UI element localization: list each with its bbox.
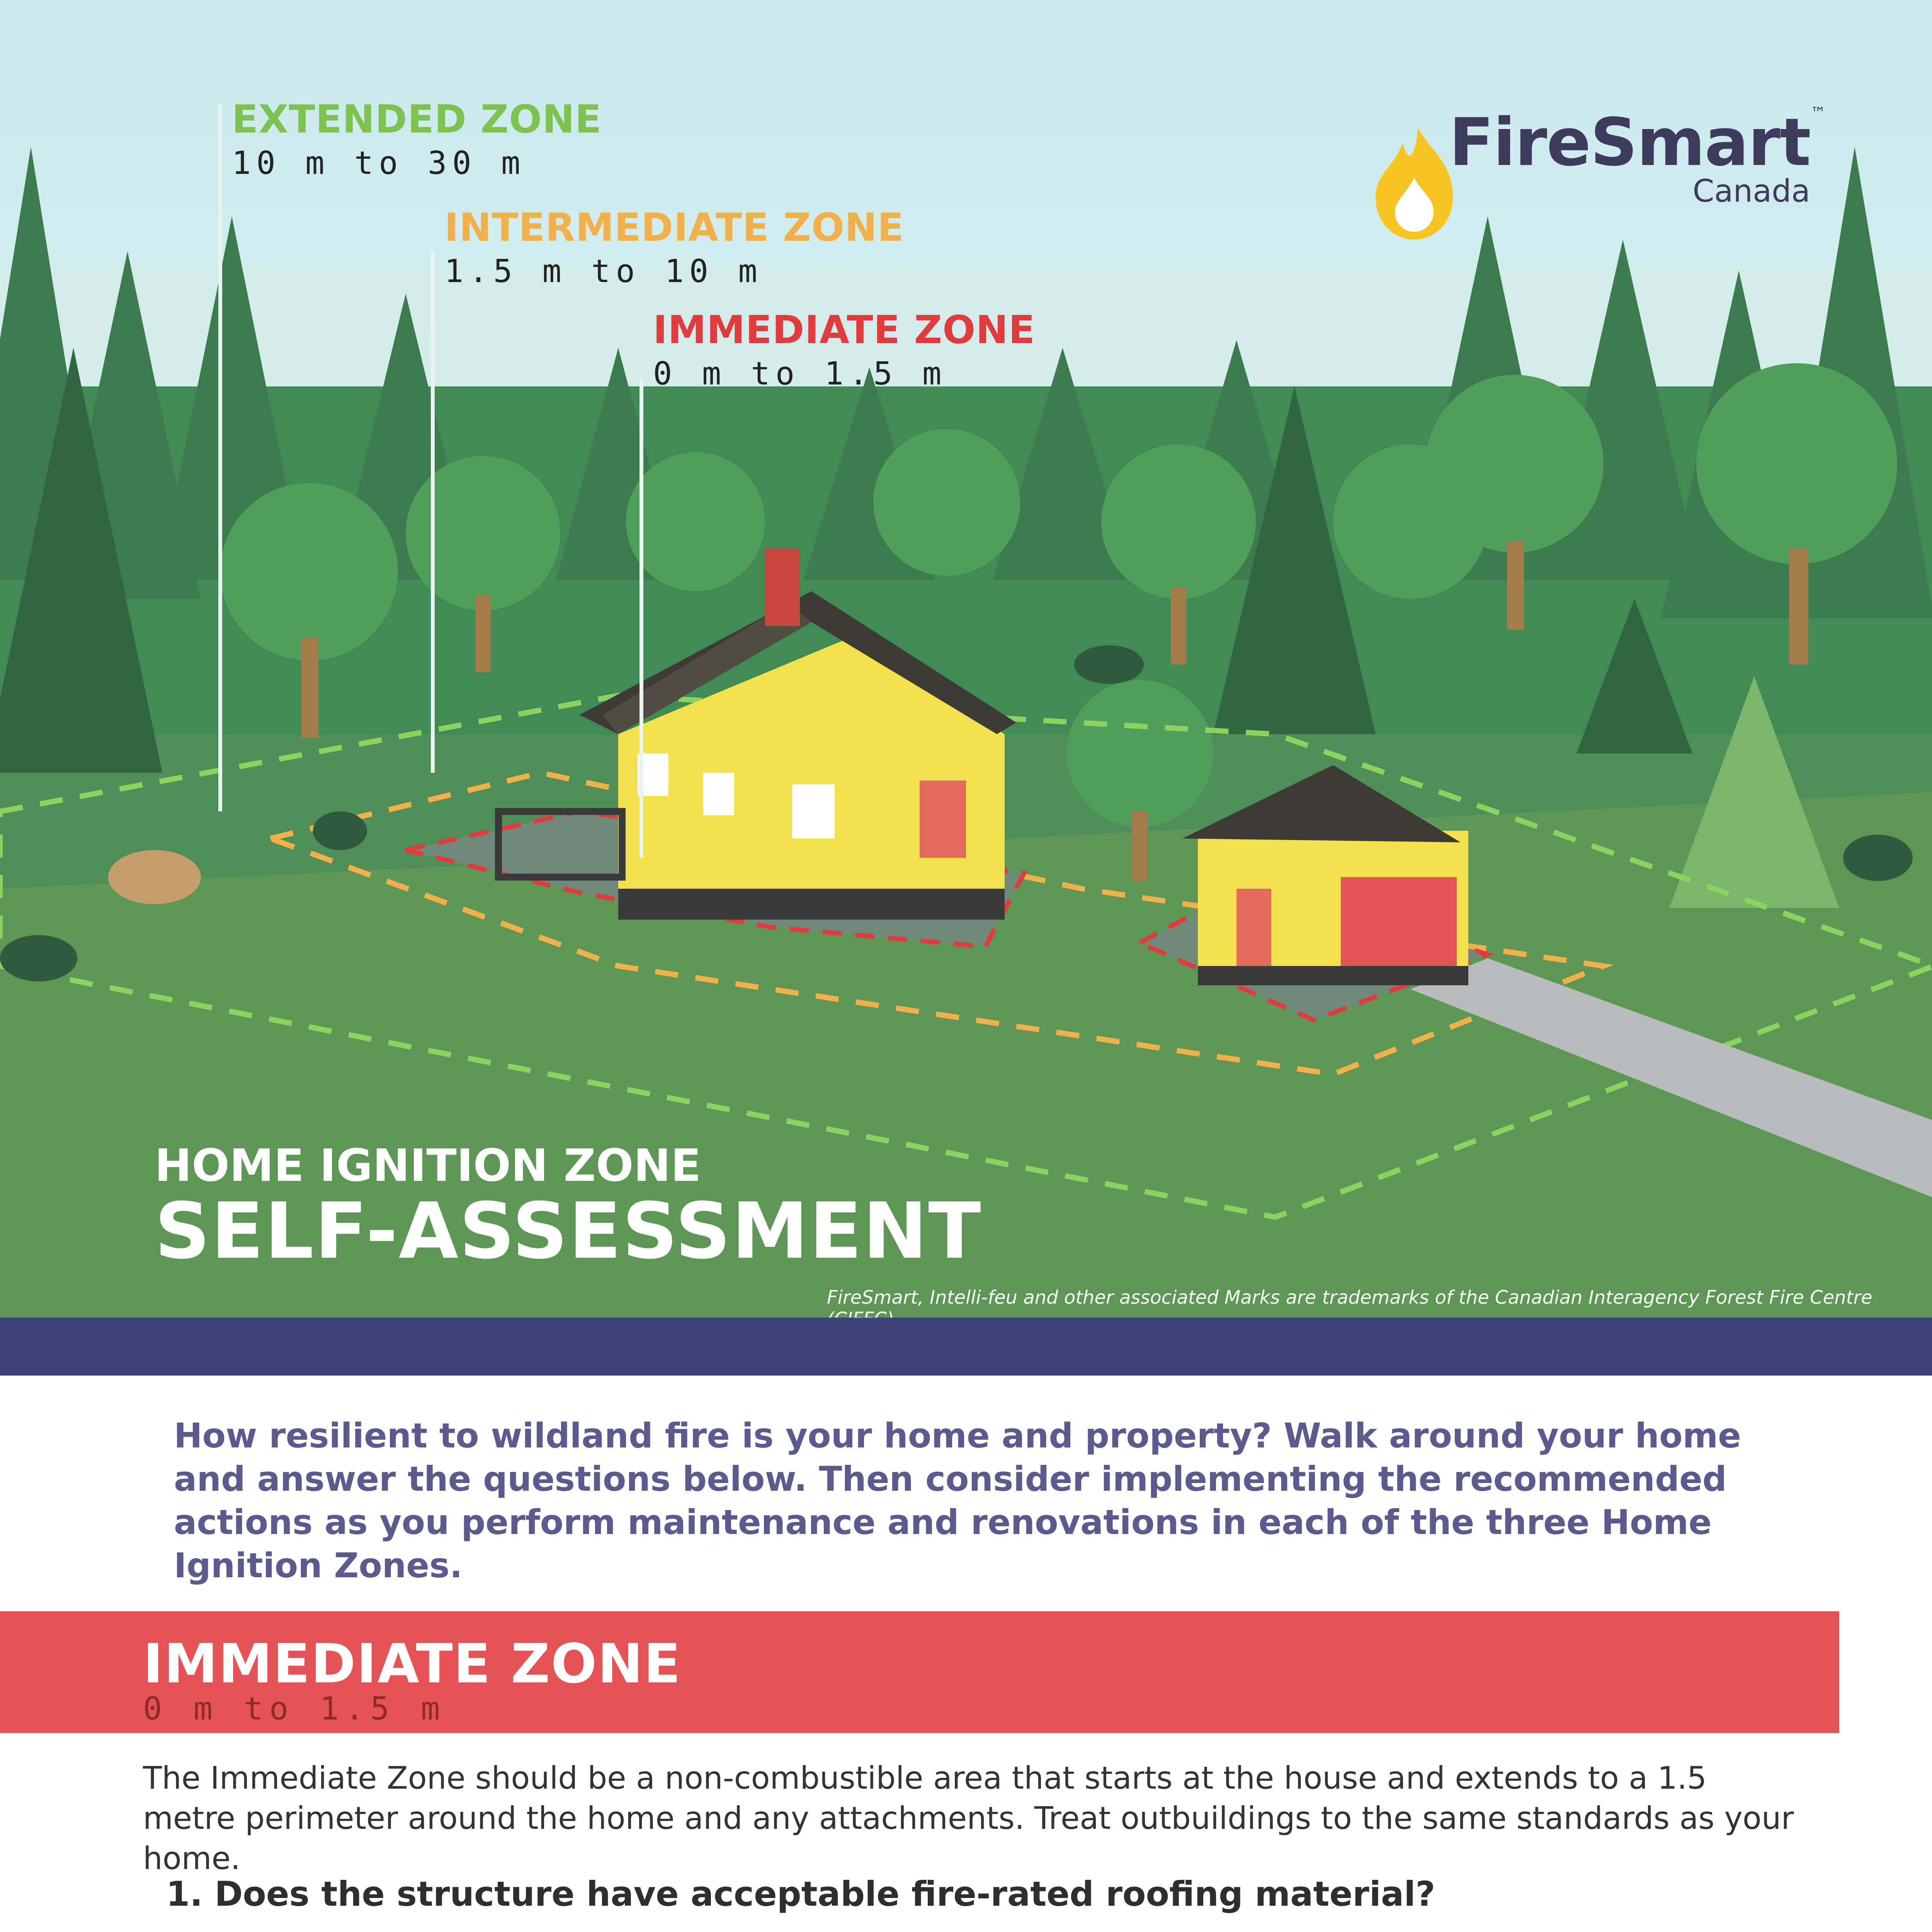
divider-band <box>0 1318 1932 1376</box>
page-title: SELF-ASSESSMENT <box>155 1186 982 1276</box>
intro-text: How resilient to wildland fire is your home and property? Walk around your home and answer the questions below. Then consider implementing the recommended actions as you perform maintenance and renovations in each of the three Home Ignition Zones. <box>174 1416 1741 1585</box>
extended-zone-range: 10 m to 30 m <box>232 145 526 182</box>
immediate-zone-range: 0 m to 1.5 m <box>653 355 947 392</box>
brand-trademark-symbol: ™ <box>1810 104 1826 122</box>
question-1 <box>166 1874 1435 1914</box>
question-text: Does the structure have acceptable fire-rated roofing material? <box>214 1874 1435 1914</box>
immediate-zone-label <box>653 307 1035 392</box>
intermediate-zone-range: 1.5 m to 10 m <box>444 253 763 290</box>
firesmart-brand <box>1368 104 1826 209</box>
extended-zone-title: EXTENDED ZONE <box>232 97 602 142</box>
hero-eyebrow: HOME IGNITION ZONE <box>155 1140 701 1192</box>
intermediate-zone-label <box>444 205 904 290</box>
section-title: IMMEDIATE ZONE <box>143 1633 682 1696</box>
brand-name: FireSmart <box>1449 104 1810 181</box>
section-range: 0 m to 1.5 m <box>143 1690 446 1727</box>
question-number: 1. <box>166 1874 203 1914</box>
trademark-notice: FireSmart, Intelli-feu and other associated Marks are trademarks of the Canadian Interagency Forest Fire Centre <box>827 1287 1872 1308</box>
extended-zone-label <box>232 97 602 182</box>
intermediate-zone-title: INTERMEDIATE ZONE <box>444 205 904 250</box>
brand-subtitle: Canada <box>1692 173 1810 209</box>
section-description: The Immediate Zone should be a non-combustible area that starts at the house and extends to a 1.5 metre perimeter around the home and any attachments. Treat outbuildings to the same standards as your home. <box>143 1760 1794 1876</box>
immediate-zone-title: IMMEDIATE ZONE <box>653 307 1036 352</box>
